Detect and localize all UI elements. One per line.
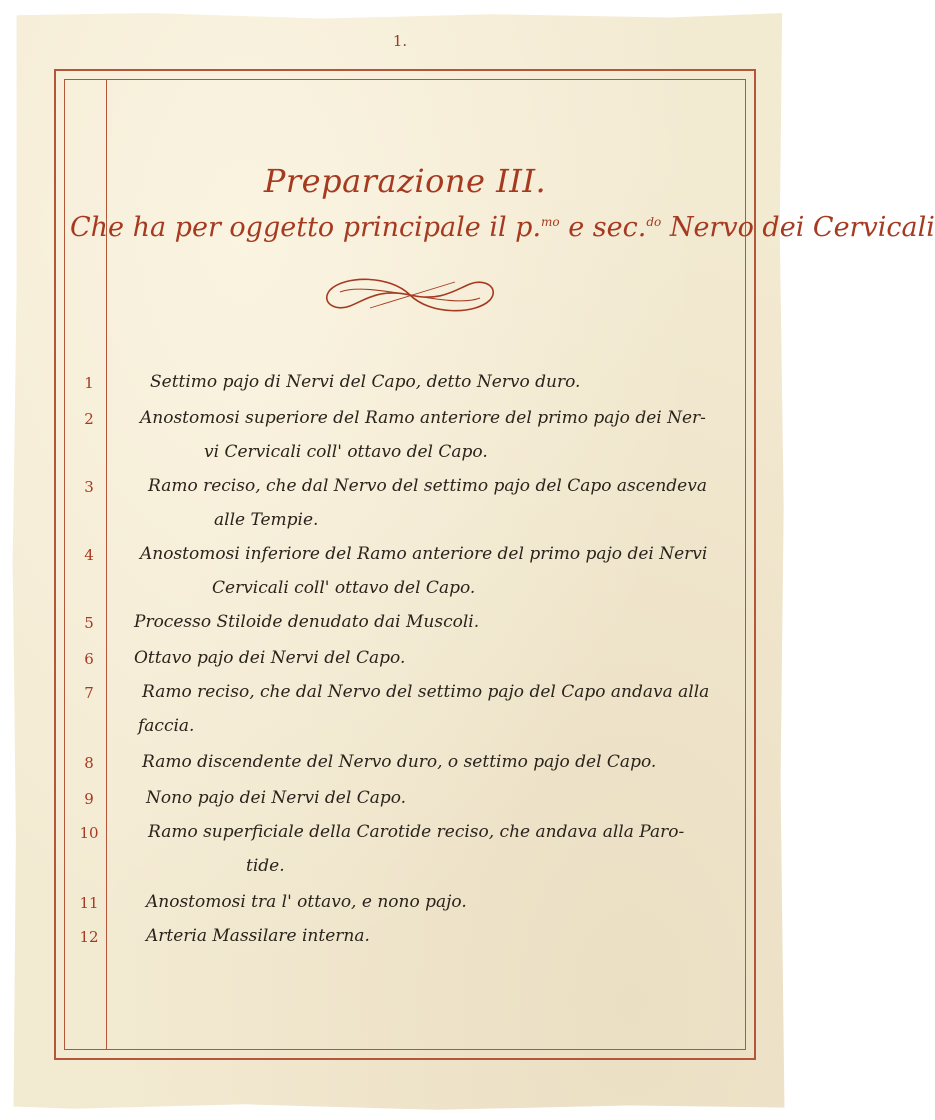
entry-text: Ramo superficiale della Carotide reciso, che andava alla Paro- <box>148 822 685 842</box>
subtitle-superscript: do <box>646 215 662 229</box>
subtitle-part: Nervo dei Cervicali <box>661 212 935 243</box>
entry-number: 1 <box>84 374 94 392</box>
entry-number: 11 <box>79 894 99 912</box>
entry-text: Ramo reciso, che dal Nervo del settimo pajo del Capo ascendeva <box>148 476 707 496</box>
entry-number: 5 <box>84 614 94 632</box>
entry-text: Anostomosi tra l' ottavo, e nono pajo. <box>146 892 467 912</box>
entry-text: Processo Stiloide denudato dai Muscoli. <box>134 612 480 632</box>
page-number: 1. <box>392 32 408 50</box>
entry-text: vi Cervicali coll' ottavo del Capo. <box>204 442 488 462</box>
entry-number: 2 <box>84 410 94 428</box>
page-title: Preparazione III. <box>263 162 547 200</box>
entry-text: Ottavo pajo dei Nervi del Capo. <box>134 648 406 668</box>
entry-text: Settimo pajo di Nervi del Capo, detto Nervo duro. <box>150 372 581 392</box>
entry-text: Cervicali coll' ottavo del Capo. <box>212 578 476 598</box>
entry-number: 10 <box>79 824 99 842</box>
subtitle-superscript: mo <box>541 215 560 229</box>
entry-number: 6 <box>84 650 94 668</box>
entry-text: tide. <box>246 856 285 876</box>
entry-number: 9 <box>84 790 94 808</box>
entry-number: 7 <box>84 684 94 702</box>
entry-text: Nono pajo dei Nervi del Capo. <box>146 788 407 808</box>
subtitle-part: e sec. <box>559 212 647 243</box>
entry-text: Ramo reciso, che dal Nervo del settimo pajo del Capo andava alla <box>142 682 710 702</box>
subtitle-part: Che ha per oggetto principale il p. <box>70 212 542 243</box>
entry-number: 4 <box>84 546 94 564</box>
flourish-ornament <box>310 270 510 320</box>
entry-text: faccia. <box>138 716 195 736</box>
page-subtitle <box>70 212 935 243</box>
entry-number: 12 <box>79 928 99 946</box>
entry-text: Anostomosi inferiore del Ramo anteriore del primo pajo dei Nervi <box>140 544 708 564</box>
entry-number: 3 <box>84 478 94 496</box>
entry-text: alle Tempie. <box>214 510 319 530</box>
entry-text: Ramo discendente del Nervo duro, o settimo pajo del Capo. <box>142 752 657 772</box>
entry-number: 8 <box>84 754 94 772</box>
entry-text: Anostomosi superiore del Ramo anteriore del primo pajo dei Ner- <box>140 408 706 428</box>
entry-text: Arteria Massilare interna. <box>146 926 370 946</box>
